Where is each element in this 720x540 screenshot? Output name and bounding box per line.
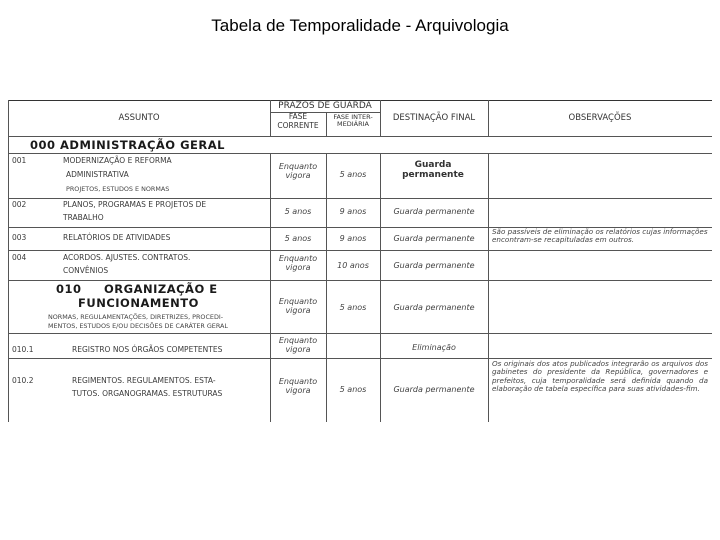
col-line [380, 153, 381, 422]
row-fase-corrente: 5 anos [284, 207, 312, 216]
row-subject: REGIMENTOS. REGULAMENTOS. ESTA- [72, 376, 216, 385]
row-destinacao: Guarda permanente [393, 385, 475, 394]
row-line [8, 280, 712, 281]
row-subject: ORGANIZAÇÃO E [104, 282, 218, 296]
row-fase-intermediaria: 9 anos [339, 234, 367, 243]
row-code: 010.1 [12, 345, 34, 354]
col-line [270, 153, 271, 422]
row-fase-corrente: Enquanto vigora [278, 254, 318, 273]
table-border-left [8, 100, 9, 422]
row-subject: MODERNIZAÇÃO E REFORMA [63, 156, 172, 165]
row-subject-line2: TUTOS. ORGANOGRAMAS. ESTRUTURAS [72, 389, 223, 398]
row-subject: ACORDOS. AJUSTES. CONTRATOS. [63, 253, 191, 262]
row-subject: RELATÓRIOS DE ATIVIDADES [63, 233, 171, 242]
row-fase-intermediaria: 10 anos [337, 261, 369, 270]
row-fase-corrente: 5 anos [284, 234, 312, 243]
row-subject: REGISTRO NOS ÓRGÃOS COMPETENTES [72, 345, 223, 354]
row-destinacao: Eliminação [412, 343, 456, 352]
row-fase-intermediaria: 5 anos [339, 303, 367, 312]
header-fase-corrente: FASE CORRENTE [277, 112, 319, 130]
col-line [326, 112, 327, 136]
row-fase-intermediaria: 9 anos [339, 207, 367, 216]
row-destinacao: Guarda permanente [393, 207, 475, 216]
row-subject-line2: FUNCIONAMENTO [78, 296, 199, 310]
col-line [326, 153, 327, 422]
row-code: 001 [12, 156, 27, 165]
temporality-table [8, 100, 712, 422]
header-bottom-line [8, 136, 712, 137]
slide-title: Tabela de Temporalidade - Arquivologia [211, 16, 509, 35]
header-assunto: ASSUNTO [118, 113, 160, 123]
row-code: 002 [12, 200, 27, 209]
header-observacoes: OBSERVAÇÕES [568, 113, 632, 123]
row-line [8, 333, 712, 334]
row-code: 010 [56, 282, 82, 296]
row-subject-line2: TRABALHO [63, 213, 104, 222]
row-note-line2: MENTOS, ESTUDOS E/OU DECISÕES DE CARÁTER GERAL [48, 322, 228, 330]
row-fase-corrente: Enquanto vigora [278, 336, 318, 355]
row-note: NORMAS, REGULAMENTAÇÕES, DIRETRIZES, PROCEDI- [48, 313, 224, 321]
row-destinacao: Guarda permanente [393, 234, 475, 243]
section-line [8, 153, 712, 154]
row-subject-line2: CONVÊNIOS [63, 266, 109, 275]
row-code: 004 [12, 253, 27, 262]
row-observacao: São passíveis de eliminação os relatórios cujas informações encontram-se recapituladas em outros. [492, 227, 708, 245]
row-destinacao: Guarda permanente [393, 303, 475, 312]
row-fase-corrente: Enquanto vigora [278, 377, 318, 396]
row-destinacao: Guarda permanente [402, 160, 464, 181]
row-note: PROJETOS, ESTUDOS E NORMAS [66, 185, 170, 193]
row-fase-intermediaria: 5 anos [339, 385, 367, 394]
row-fase-corrente: Enquanto vigora [278, 162, 318, 181]
row-destinacao: Guarda permanente [393, 261, 475, 270]
col-line [488, 153, 489, 422]
row-fase-intermediaria: 5 anos [339, 170, 367, 179]
row-subject-line2: ADMINISTRATIVA [66, 170, 129, 179]
row-subject: PLANOS, PROGRAMAS E PROJETOS DE [63, 200, 207, 209]
row-observacao: Os originais dos atos publicados integrarão os arquivos dos gabinetes do presidente da República, governadores e prefeitos, cuja temporalidade será definida quando da elaboração de tabela específica para suas atividades-fim. [492, 359, 708, 393]
row-line [8, 250, 712, 251]
header-destinacao: DESTINAÇÃO FINAL [392, 113, 476, 123]
row-line [8, 198, 712, 199]
row-fase-corrente: Enquanto vigora [278, 297, 318, 316]
row-code: 003 [12, 233, 27, 242]
header-prazos: PRAZOS DE GUARDA [278, 101, 372, 111]
header-fase-intermediaria: FASE INTER- MEDIÁRIA [333, 113, 373, 129]
section-heading: 000 ADMINISTRAÇÃO GERAL [30, 138, 225, 152]
row-code: 010.2 [12, 376, 34, 385]
